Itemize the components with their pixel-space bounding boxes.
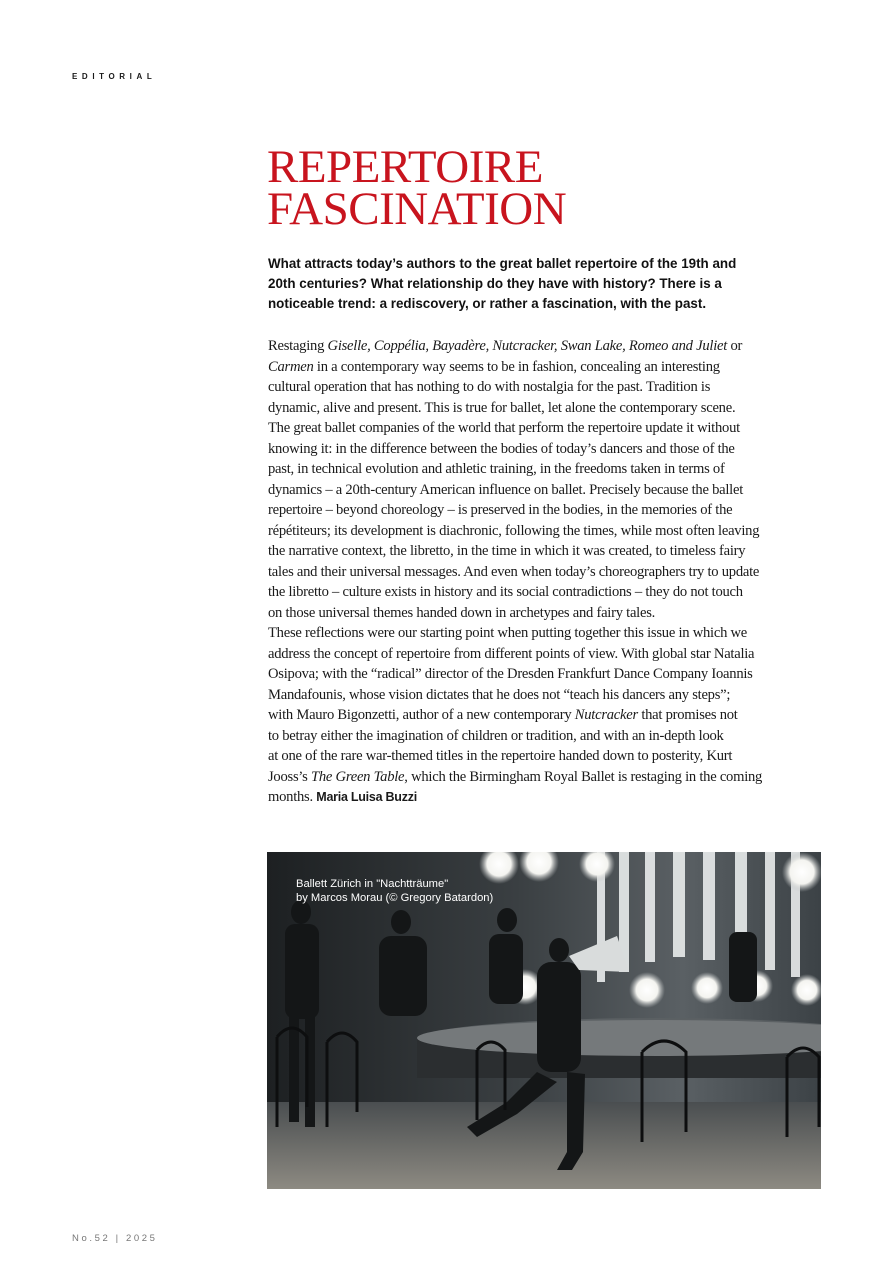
body-line: the libretto – culture exists in history and its social contradictions – they do not touch xyxy=(268,584,743,600)
article-photo xyxy=(267,852,821,1189)
body-line: knowing it: in the difference between the bodies of today’s dancers and those of the xyxy=(268,440,735,457)
body-line: Osipova; with the “radical” director of the Dresden Frankfurt Dance Company Ioannis xyxy=(268,666,753,682)
body-line: months. Maria Luisa Buzzi xyxy=(268,789,417,805)
body-line: Mandafounis, whose vision dictates that he does not “teach his dancers any steps”; xyxy=(268,686,731,703)
body-line: Carmen in a contemporary way seems to be in fashion, concealing an interesting xyxy=(268,358,720,375)
body-line: répétiteurs; its development is diachronic, following the times, while most often leaving xyxy=(268,522,760,539)
body-line: Restaging Giselle, Coppélia, Bayadère, Nutcracker, Swan Lake, Romeo and Juliet or xyxy=(268,338,743,354)
body-line: the narrative context, the libretto, in the time in which it was created, to timeless fairy xyxy=(268,543,746,559)
body-line: repertoire – beyond choreology – is preserved in the bodies, in the memories of the xyxy=(268,502,733,518)
body-line: address the concept of repertoire from different points of view. With global star Natalia xyxy=(268,645,755,662)
article-title xyxy=(267,141,567,235)
article-lead xyxy=(268,254,808,314)
body-line: These reflections were our starting point when putting together this issue in which we xyxy=(268,625,748,641)
body-line: The great ballet companies of the world that perform the repertoire update it without xyxy=(268,420,740,436)
issue-year: 2025 xyxy=(125,1233,158,1244)
article-body xyxy=(268,336,828,808)
page-footer xyxy=(72,1233,157,1244)
title-line: FASCINATION xyxy=(267,183,567,235)
body-line: cultural operation that has nothing to do with nostalgia for the past. Tradition is xyxy=(268,379,711,395)
footer-separator: | xyxy=(115,1233,121,1244)
lead-line: What attracts today’s authors to the great ballet repertoire of the 19th and xyxy=(268,256,737,271)
caption-line: Ballett Zürich in "Nachtträume" xyxy=(296,878,449,890)
caption-line: by Marcos Morau (© Gregory Batardon) xyxy=(296,892,494,904)
body-line: tales and their universal messages. And even when today’s choreographers try to update xyxy=(268,563,760,580)
body-line: Jooss’s The Green Table, which the Birmingham Royal Ballet is restaging in the coming xyxy=(268,768,763,785)
issue-number: No.52 xyxy=(72,1233,111,1244)
lead-line: noticeable trend: a rediscovery, or rather a fascination, with the past. xyxy=(268,296,707,311)
title-line: REPERTOIRE xyxy=(267,141,543,193)
body-line: dynamic, alive and present. This is true for ballet, let alone the contemporary scene. xyxy=(268,399,736,416)
body-line: dynamics – a 20th-century American influence on ballet. Precisely because the ballet xyxy=(268,481,744,498)
body-line: at one of the rare war-themed titles in the repertoire handed down to posterity, Kurt xyxy=(268,748,733,764)
section-label: EDITORIAL xyxy=(72,72,157,81)
author-signature: Maria Luisa Buzzi xyxy=(316,790,417,804)
body-line: past, in technical evolution and athletic training, in the freedoms taken in terms of xyxy=(268,461,725,477)
body-line: on those universal themes handed down in archetypes and fairy tales. xyxy=(268,604,656,621)
lead-line: 20th centuries? What relationship do they have with history? There is a xyxy=(268,276,722,291)
body-line: with Mauro Bigonzetti, author of a new contemporary Nutcracker that promises not xyxy=(268,707,738,723)
body-line: to betray either the imagination of children or tradition, and with an in-depth look xyxy=(268,727,724,744)
photo-caption xyxy=(296,877,493,905)
